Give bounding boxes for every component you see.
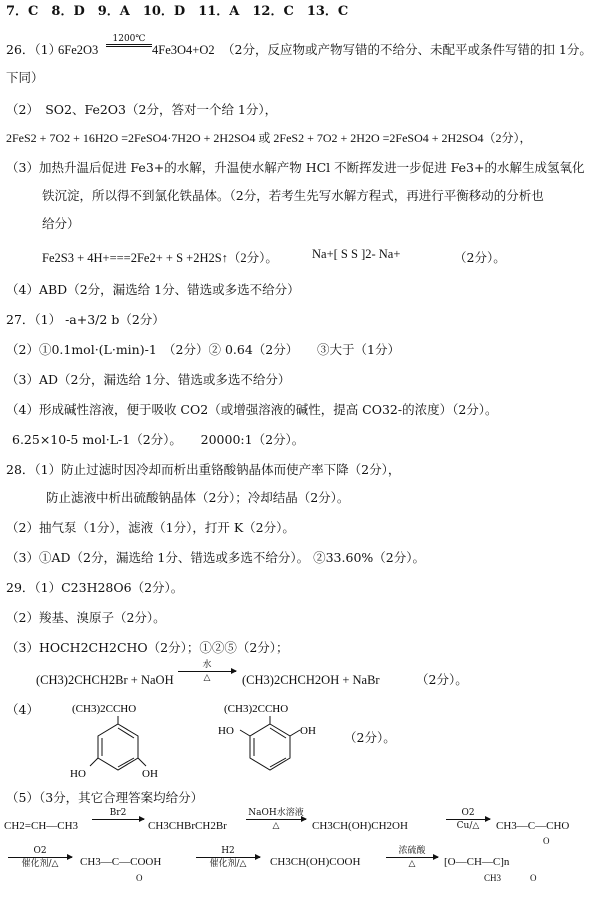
structure-1 (60, 700, 190, 780)
route-arrow-6 (386, 846, 438, 869)
structure-1-ho: HO (70, 768, 86, 780)
route-product-carbonyl (530, 870, 537, 886)
route-intermediate-4: CH3—C—COOH (80, 856, 162, 868)
route-arrow-5 (196, 846, 260, 869)
carbonyl-oxygen: O (543, 836, 550, 846)
q29-part5: （5）（3分，其它合理答案均给分） (6, 790, 204, 805)
q26-part2: （2） SO2、Fe2O3（2分，答对一个给 1分）， (6, 102, 278, 117)
q29-reaction-right: (CH3)2CHCH2OH + NaBr (242, 673, 380, 687)
route-arrow-4-condition: 催化剂/△ (21, 859, 59, 869)
q29-reaction-condition: 水 (202, 660, 212, 670)
q28-part2: （2）抽气泵（1分），滤液（1分），打开 K（2分）。 (6, 520, 295, 535)
structure-1-substituent: (CH3)2CCHO (72, 703, 137, 715)
route-product-methyl (484, 870, 501, 886)
q29-part4-label: （4） (6, 702, 39, 717)
multiple-choice-answers: 7．C 8．D 9．A 10．D 11．A 12．C 13．C (6, 4, 349, 19)
structure-2 (216, 700, 346, 780)
route-start: CH2=CH—CH3 (4, 820, 79, 832)
q27-part3: （3）AD（2分，漏选给 1分、错选或多选不给分） (6, 372, 291, 387)
q29-reaction-arrow (178, 660, 236, 683)
q29-reaction-left: (CH3)2CHCH2Br + NaOH (36, 673, 174, 687)
q26-electron-formula: Na+[ S S ]2- Na+ (312, 247, 401, 261)
carbonyl-oxygen: O (136, 873, 143, 883)
q26-part3-line3: 给分） (42, 216, 80, 231)
route-intermediate-1: CH3CHBrCH2Br (148, 820, 227, 832)
q28-part3: （3）①AD（2分，漏选给 1分、错选或多选不给分）。 ②33.60%（2分）。 (6, 550, 425, 565)
route-arrow-6-reagent: 浓硫酸 (398, 846, 426, 856)
q27-part1: 27．（1） -a+3/2 b（2分） (6, 312, 165, 327)
route-product-polymer: [O—CH—C]n (444, 856, 510, 868)
route-arrow-1 (92, 808, 144, 821)
q26-part3-line2: 铁沉淀，所以得不到氯化铁晶体。（2分，若考生先写水解方程式，再进行平衡移动的分析也 (42, 188, 544, 203)
q27-part4-values: 6.25×10-5 mol·L-1（2分）。 20000:1（2分）。 (12, 432, 305, 447)
structure-2-oh: OH (300, 725, 316, 737)
q26-part1-note: （2分，反应物或产物写错的不给分、未配平或条件写错的扣 1分。 (222, 42, 592, 57)
route-arrow-2-condition: △ (272, 821, 280, 831)
route-intermediate-5: CH3CH(OH)COOH (270, 856, 361, 868)
q26-part1-label: 26．（1） (6, 42, 62, 57)
q29-part1: 29．（1）C23H28O6（2分）。 (6, 580, 184, 595)
q29-part3: （3）HOCH2CH2CHO（2分）；①②⑤（2分）； (6, 640, 289, 655)
route-arrow-4-reagent: O2 (33, 846, 47, 856)
q26-condition-arrow (106, 34, 152, 47)
route-intermediate-2: CH3CH(OH)CH2OH (312, 820, 408, 832)
q29-part4-score: （2分）。 (344, 730, 396, 745)
route-arrow-2-reagent: NaOH水溶液 (248, 808, 304, 818)
route-arrow-3-condition: Cu/△ (456, 821, 480, 831)
structure-2-ho: HO (218, 725, 234, 737)
methyl-group: CH3 (484, 873, 502, 883)
structure-1-oh: OH (142, 768, 158, 780)
q28-part1-cont: 防止滤液中析出硫酸钠晶体（2分）；冷却结晶（2分）。 (46, 490, 350, 505)
route-intermediate-3-carbonyl (543, 833, 550, 849)
carbonyl-oxygen: O (530, 873, 537, 883)
q27-part4: （4）形成碱性溶液，便于吸收 CO2（或增强溶液的碱性，提高 CO32-的浓度）（2分）。 (6, 402, 498, 417)
q26-part1-note-cont: 下同） (6, 70, 44, 85)
q26-part3-line1: （3）加热升温后促进 Fe3+的水解，升温使水解产物 HCl 不断挥发进一步促进 Fe3+的水解生成氢氧化 (6, 160, 585, 175)
q27-part2: （2）①0.1mol·(L·min)-1 （2分）② 0.64（2分） ③大于（1分） (6, 342, 400, 357)
route-arrow-1-reagent: Br2 (109, 808, 127, 818)
q29-part2: （2）羧基、溴原子（2分）。 (6, 610, 166, 625)
q29-reaction-heat: △ (203, 673, 211, 683)
route-intermediate-4-carbonyl (136, 870, 143, 886)
q29-reaction-score: （2分）。 (416, 672, 468, 687)
route-arrow-3-reagent: O2 (461, 808, 475, 818)
q26-reactant: 6Fe2O3 (58, 43, 99, 57)
route-arrow-2 (246, 808, 306, 831)
route-arrow-3 (446, 808, 490, 831)
q26-part4: （4）ABD（2分，漏选给 1分、错选或多选不给分） (6, 282, 300, 297)
route-arrow-6-condition: △ (408, 859, 416, 869)
q26-condition: 1200℃ (112, 34, 146, 44)
route-intermediate-3: CH3—C—CHO (496, 820, 570, 832)
q26-part2-equation: 2FeS2 + 7O2 + 16H2O =2FeSO4·7H2O + 2H2SO4 或 2FeS2 + 7O2 + 2H2O =2FeSO4 + 2H2SO4（2分）， (6, 131, 532, 145)
route-arrow-5-condition: 催化剂/△ (209, 859, 247, 869)
q28-part1: 28．（1）防止过滤时因冷却而析出重铬酸钠晶体而使产率下降（2分）， (6, 462, 401, 477)
q26-product: 4Fe3O4+O2 (152, 43, 215, 57)
route-arrow-4 (8, 846, 72, 869)
q26-part3-score: （2分）。 (454, 250, 506, 265)
q26-part3-equation: Fe2S3 + 4H+===2Fe2+ + S +2H2S↑（2分）。 (42, 251, 278, 265)
route-arrow-5-reagent: H2 (221, 846, 235, 856)
structure-2-substituent: (CH3)2CCHO (224, 703, 289, 715)
